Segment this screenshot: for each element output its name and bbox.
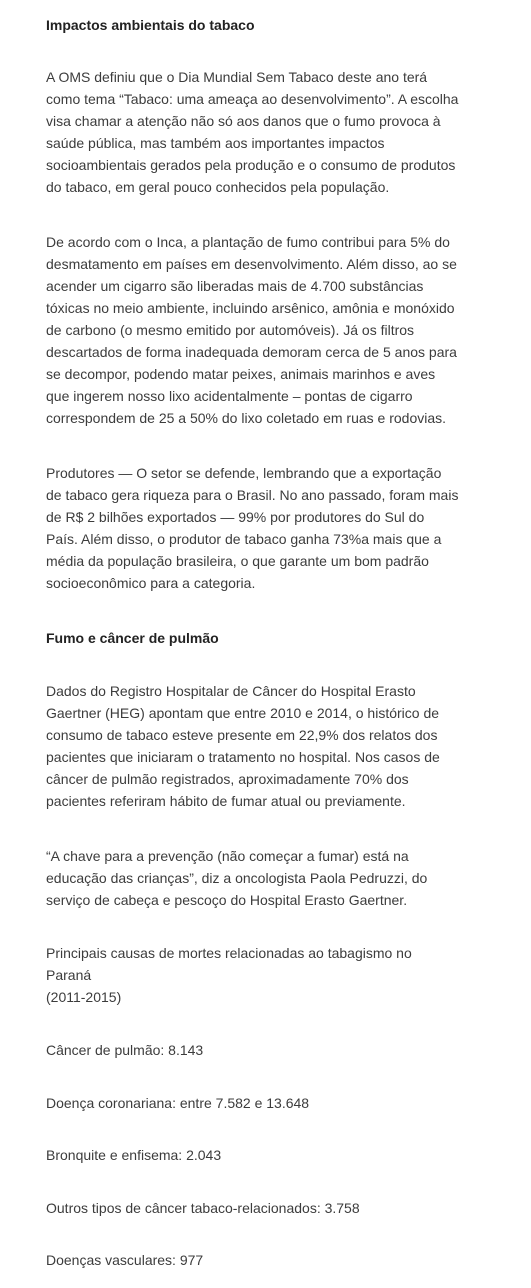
text-line: socioeconômico para a categoria. — [46, 575, 256, 591]
paragraph-heg — [46, 680, 440, 812]
text-line: média da população brasileira, o que garante um bom padrão — [46, 553, 429, 569]
stat-bronchitis-emphysema: Bronquite e enfisema: 2.043 — [46, 1147, 222, 1163]
text-line: De acordo com o Inca, a plantação de fumo contribui para 5% do — [46, 234, 450, 250]
text-line: (2011-2015) — [46, 989, 122, 1005]
text-line: pacientes que iniciaram o tratamento no hospital. Nos casos de — [46, 749, 440, 765]
text-line: Gaertner (HEG) apontam que entre 2010 e 2014, o histórico de — [46, 705, 440, 721]
text-line: saúde pública, mas também aos importantes impactos — [46, 135, 385, 151]
text-line: de R$ 2 bilhões exportados — 99% por produtores do Sul do — [46, 509, 425, 525]
stat-coronary-disease: Doença coronariana: entre 7.582 e 13.648 — [46, 1095, 310, 1111]
section-heading-cancer: Fumo e câncer de pulmão — [46, 630, 219, 646]
text-line: desmatamento em países em desenvolvimento. Além disso, ao se — [46, 256, 457, 272]
text-line: educação das crianças”, diz a oncologista Paola Pedruzzi, do — [46, 870, 428, 886]
stat-other-cancers: Outros tipos de câncer tabaco-relacionados: 3.758 — [46, 1200, 360, 1216]
text-line: do tabaco, em geral pouco conhecidos pela população. — [46, 179, 390, 195]
text-line: A OMS definiu que o Dia Mundial Sem Tabaco deste ano terá — [46, 69, 428, 85]
text-line: Dados do Registro Hospitalar de Câncer do Hospital Erasto — [46, 683, 416, 699]
text-line: tóxicas no meio ambiente, incluindo arsênico, amônia e monóxido — [46, 300, 455, 316]
section-heading-impacts: Impactos ambientais do tabaco — [46, 17, 255, 33]
text-line: consumo de tabaco esteve presente em 22,9% dos relatos dos — [46, 727, 438, 743]
text-line: que ingerem nosso lixo acidentalmente – pontas de cigarro — [46, 388, 413, 404]
text-line: pacientes referiram hábito de fumar atual ou previamente. — [46, 793, 406, 809]
paragraph-causes-title — [46, 942, 412, 1008]
text-line: correspondem de 25 a 50% do lixo coletado em ruas e rodovias. — [46, 410, 447, 426]
text-line: visa chamar a atenção não só aos danos que o fumo provoca à — [46, 113, 441, 129]
text-line: acender um cigarro são liberadas mais de 4.700 substâncias — [46, 278, 424, 294]
paragraph-oms — [46, 66, 458, 198]
text-line: descartados de forma inadequada demoram cerca de 5 anos para — [46, 344, 457, 360]
text-line: Principais causas de mortes relacionadas ao tabagismo no — [46, 945, 412, 961]
stat-lung-cancer: Câncer de pulmão: 8.143 — [46, 1042, 204, 1058]
text-line: de carbono (o mesmo emitido por automóveis). Já os filtros — [46, 322, 415, 338]
stat-vascular-disease: Doenças vasculares: 977 — [46, 1252, 204, 1268]
paragraph-produtores — [46, 462, 458, 594]
text-line: de tabaco gera riqueza para o Brasil. No ano passado, foram mais — [46, 487, 459, 503]
paragraph-inca — [46, 231, 457, 429]
text-line: País. Além disso, o produtor de tabaco ganha 73%a mais que a — [46, 531, 442, 547]
paragraph-quote — [46, 845, 427, 911]
text-line: Paraná — [46, 967, 92, 983]
text-line: socioambientais gerados pela produção e o consumo de produtos — [46, 157, 456, 173]
text-line: serviço de cabeça e pescoço do Hospital Erasto Gaertner. — [46, 892, 408, 908]
text-line: câncer de pulmão registrados, aproximadamente 70% dos — [46, 771, 409, 787]
text-line: se decompor, podendo matar peixes, animais marinhos e aves — [46, 366, 436, 382]
text-line: Produtores — O setor se defende, lembrando que a exportação — [46, 465, 442, 481]
text-line: “A chave para a prevenção (não começar a fumar) está na — [46, 848, 409, 864]
text-line: como tema “Tabaco: uma ameaça ao desenvolvimento”. A escolha — [46, 91, 459, 107]
